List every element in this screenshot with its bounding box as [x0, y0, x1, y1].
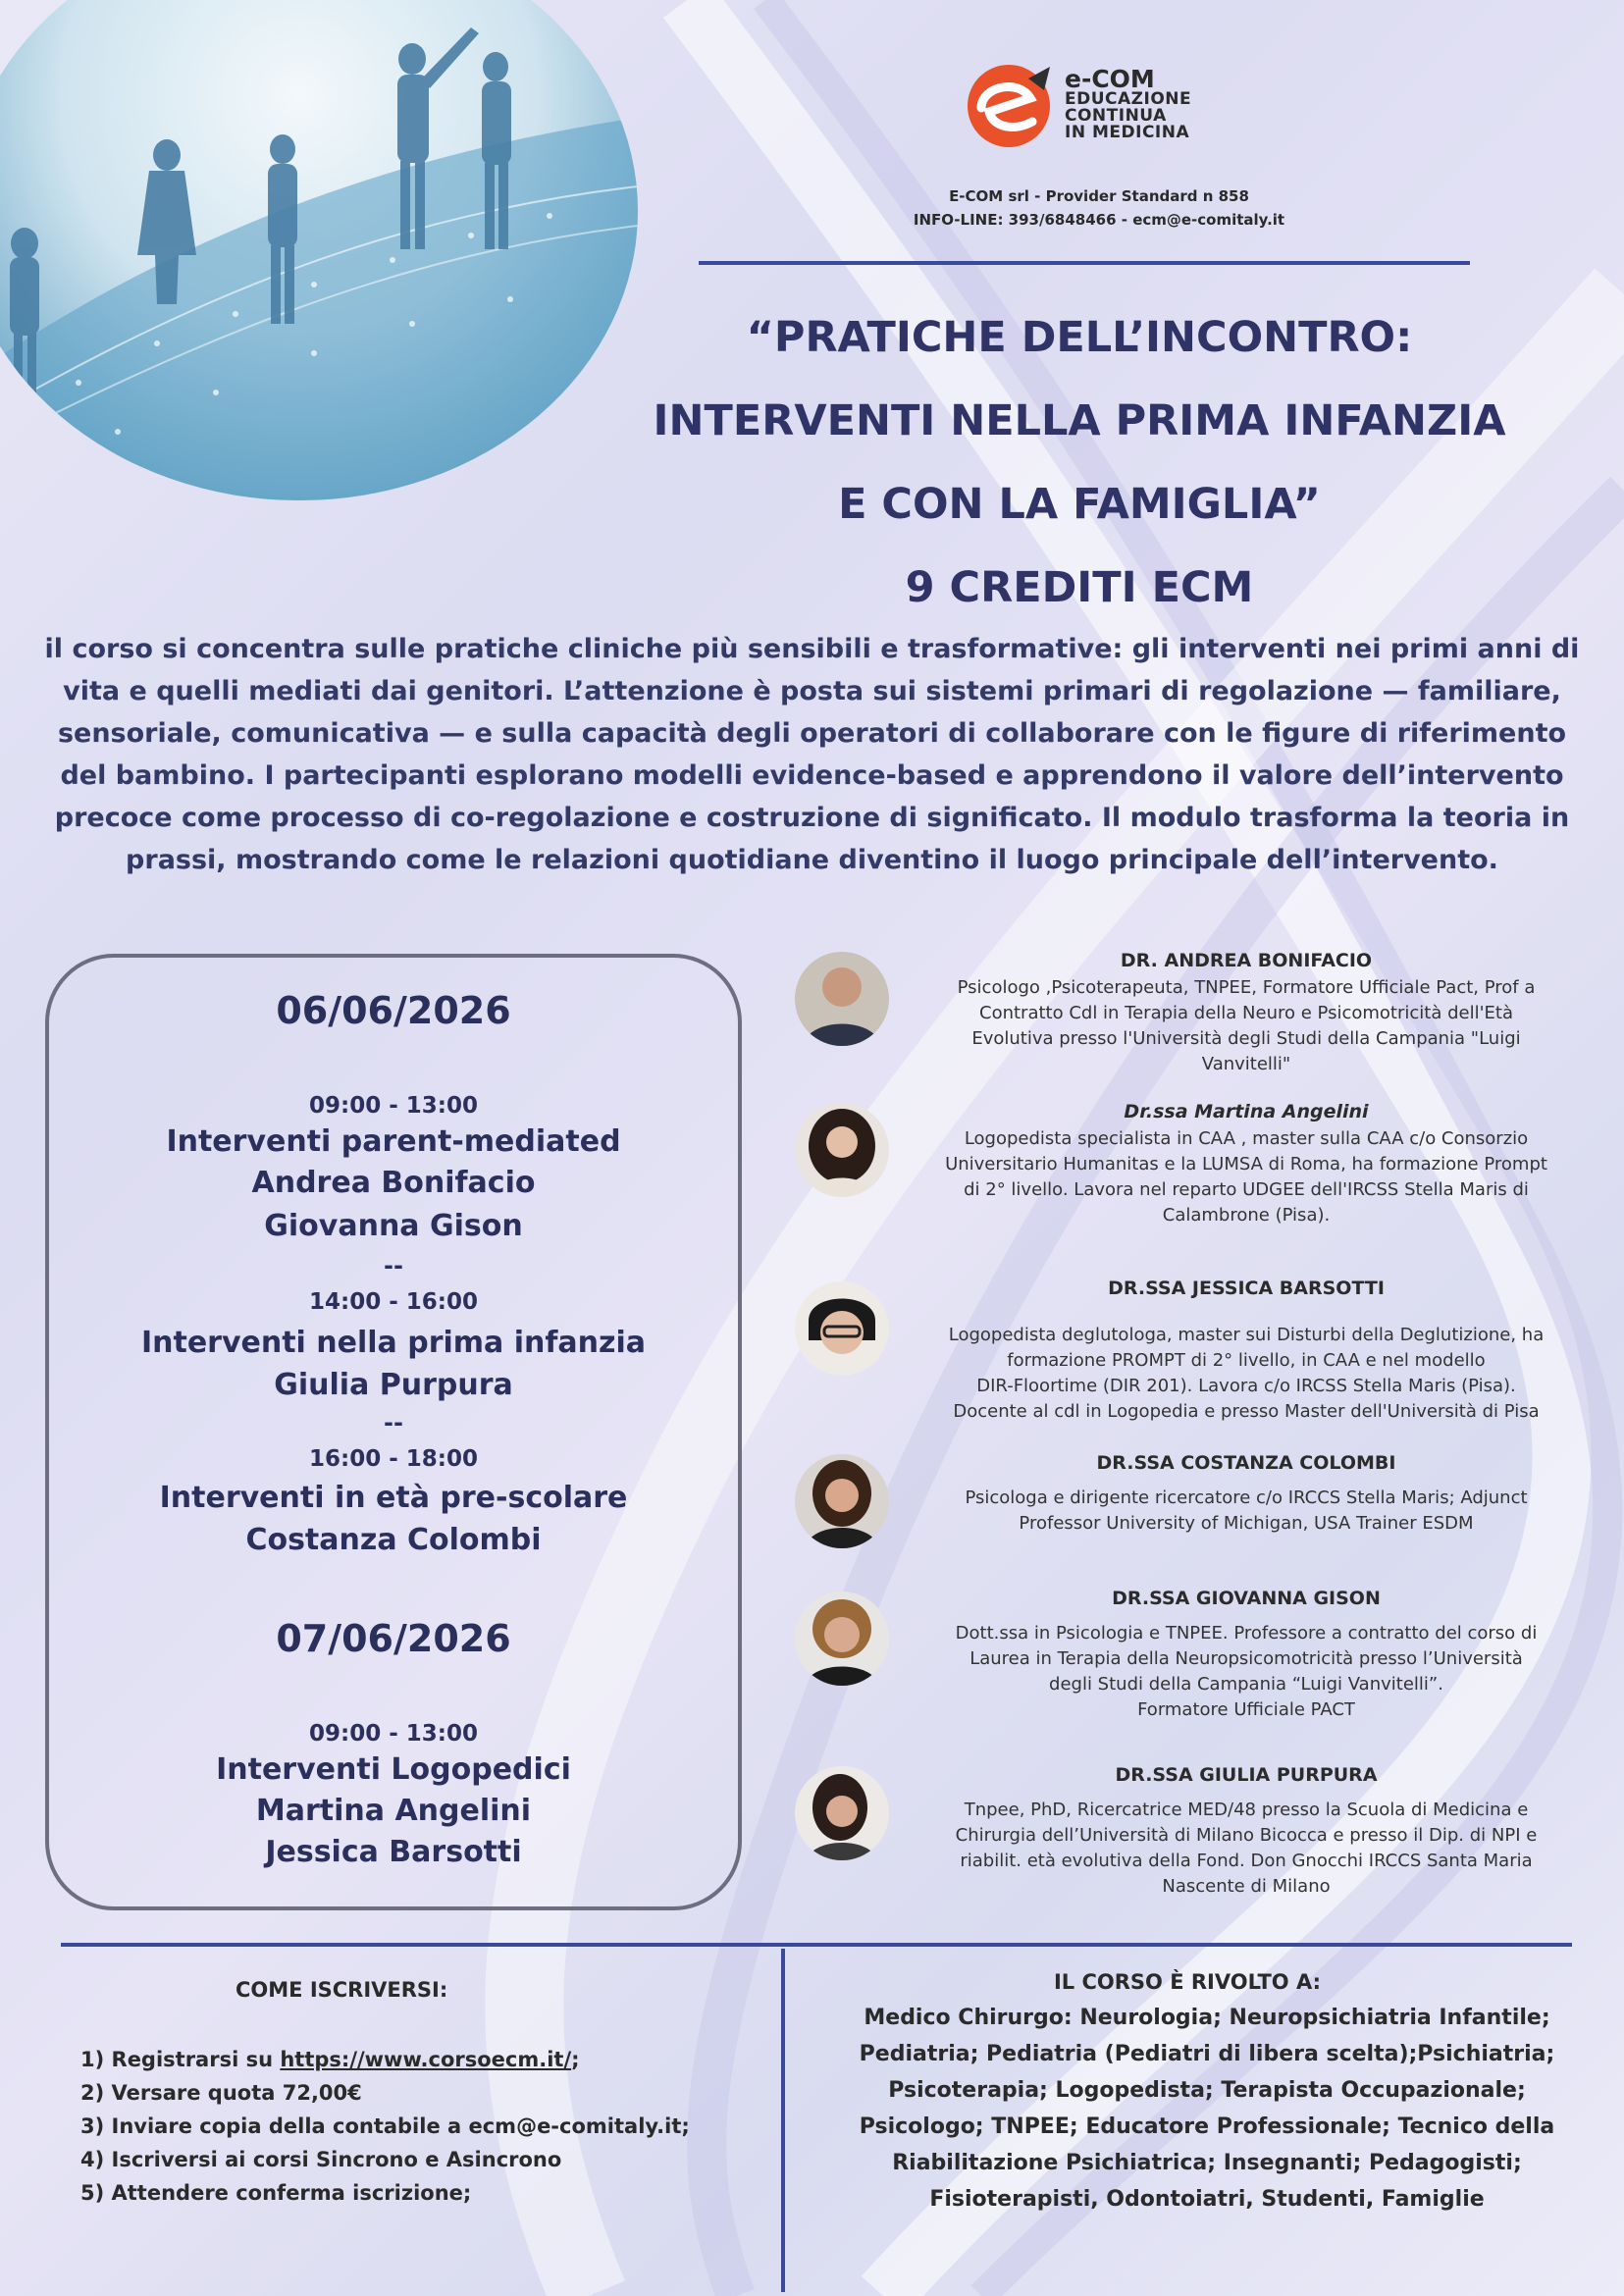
speaker-name: DR.SSA JESSICA BARSOTTI — [1108, 1278, 1385, 1299]
hero-image — [0, 0, 638, 500]
bio-line: Logopedista specialista in CAA , master sulla CAA c/o Consorzio — [964, 1128, 1529, 1149]
step-1-prefix: 1) Registrarsi su — [80, 2048, 281, 2071]
avatar — [795, 1454, 889, 1548]
title-line-3: E CON LA FAMIGLIA” — [838, 480, 1321, 529]
logo-line2: CONTINUA — [1065, 106, 1167, 126]
bio-line: Nascente di Milano — [1162, 1876, 1331, 1897]
bio-line: Logopedista deglutologa, master sui Disturbi della Deglutizione, ha — [948, 1325, 1545, 1345]
speaker-name: Dr.ssa Martina Angelini — [1124, 1101, 1369, 1122]
separator: -- — [384, 1409, 403, 1436]
bio-line: Chirurgia dell’Università di Milano Bicocca e presso il Dip. di NPI e — [955, 1825, 1538, 1846]
step-4: 4) Iscriversi ai corsi Sincrono e Asincrono — [80, 2148, 562, 2171]
bio-line: Psicologa e dirigente ricercatore c/o IRCCS Stella Maris; Adjunct — [965, 1487, 1528, 1508]
session-2-speaker-1: Giulia Purpura — [274, 1368, 513, 1402]
session-2-time: 14:00 - 16:00 — [309, 1289, 478, 1315]
avatar — [795, 1592, 889, 1686]
provider-line: E-COM srl - Provider Standard n 858 — [949, 187, 1249, 205]
speaker-bio — [893, 1486, 1599, 1537]
avatar — [795, 1766, 889, 1860]
session-1-time: 09:00 - 13:00 — [309, 1093, 478, 1119]
registration-link[interactable]: https://www.corsoecm.it/ — [280, 2048, 572, 2071]
speaker-bio — [893, 1621, 1599, 1723]
speaker-name: DR.SSA COSTANZA COLOMBI — [1096, 1452, 1396, 1474]
bio-line: Vanvitelli" — [1201, 1054, 1291, 1074]
logo-text — [1065, 67, 1191, 141]
speaker-bio — [893, 1323, 1599, 1425]
bio-line: Tnpee, PhD, Ricercatrice MED/48 presso la Scuola di Medicina e — [964, 1800, 1529, 1820]
course-description: il corso si concentra sulle pratiche cliniche più sensibili e trasformative: gli interventi nei primi anni di vita e quelli mediati dai genitori. L’attenzione è posta sui sistemi primari di regolazione — familiare, sensoriale, comunicativa — e sulla capacità degli operatori di collaborare con le figure di riferimento del bambino. I partecipanti esplorano modelli evidence-based e apprendono il valore dell’intervento precoce come processo di co-regolazione e costruzione di significato. Il modulo trasforma la teoria in prassi, mostrando come le relazioni quotidiane diventino il luogo principale dell’intervento. — [44, 634, 1580, 875]
provider-info — [883, 184, 1315, 232]
bio-line: di 2° livello. Lavora nel reparto UDGEE dell'IRCSS Stella Maris di — [964, 1179, 1529, 1200]
speaker-bio — [893, 1126, 1599, 1228]
avatar — [795, 1103, 889, 1197]
speaker-bio — [893, 975, 1599, 1077]
step-1-suffix: ; — [571, 2048, 580, 2071]
speaker-name: DR. ANDREA BONIFACIO — [1120, 950, 1373, 971]
bio-line: formazione PROMPT di 2° livello, in CAA e nel modello — [1007, 1350, 1486, 1371]
bio-line: Psicologo ,Psicoterapeuta, TNPEE, Formatore Ufficiale Pact, Prof a — [957, 977, 1536, 998]
speaker-bio — [893, 1798, 1599, 1900]
infoline: INFO-LINE: 393/6848466 - ecm@e-comitaly.it — [913, 211, 1285, 229]
session-4-title: Interventi Logopedici — [216, 1752, 571, 1787]
speaker-name: DR.SSA GIULIA PURPURA — [1115, 1764, 1378, 1786]
schedule-box — [45, 954, 742, 1910]
bio-line: Formatore Ufficiale PACT — [1137, 1699, 1355, 1720]
session-1-speaker-1: Andrea Bonifacio — [251, 1166, 536, 1200]
logo-line1: EDUCAZIONE — [1065, 89, 1192, 109]
bio-line: Dott.ssa in Psicologia e TNPEE. Professore a contratto del corso di — [955, 1623, 1538, 1644]
course-title — [550, 296, 1609, 630]
step-2: 2) Versare quota 72,00€ — [80, 2081, 362, 2105]
session-1-speaker-2: Giovanna Gison — [264, 1209, 523, 1243]
column-divider — [781, 1949, 785, 2292]
title-line-2: INTERVENTI NELLA PRIMA INFANZIA — [653, 396, 1506, 445]
bio-line: Contratto Cdl in Terapia della Neuro e Psicomotricità dell'Età — [979, 1003, 1513, 1023]
bio-line: Laurea in Terapia della Neuropsicomotricità presso l’Università — [969, 1648, 1523, 1669]
session-3-time: 16:00 - 18:00 — [309, 1446, 478, 1472]
avatar — [795, 1281, 889, 1376]
step-3: 3) Inviare copia della contabile a ecm@e-comitaly.it; — [80, 2114, 690, 2138]
step-5: 5) Attendere conferma iscrizione; — [80, 2181, 472, 2205]
bio-line: Professor University of Michigan, USA Trainer ESDM — [1019, 1513, 1474, 1534]
session-4-speaker-1: Martina Angelini — [255, 1794, 532, 1828]
session-1-title: Interventi parent-mediated — [166, 1124, 621, 1159]
session-3-speaker-1: Costanza Colombi — [245, 1523, 542, 1557]
speaker-name: DR.SSA GIOVANNA GISON — [1112, 1588, 1381, 1609]
title-line-1: “PRATICHE DELL’INCONTRO: — [746, 313, 1413, 362]
session-2-title: Interventi nella prima infanzia — [140, 1326, 647, 1360]
bio-line: DIR-Floortime (DIR 201). Lavora c/o IRCSS Stella Maris (Pisa). — [976, 1376, 1516, 1396]
bio-line: Evolutiva presso l'Università degli Studi della Campania "Luigi — [971, 1028, 1521, 1049]
bio-line: Calambrone (Pisa). — [1162, 1205, 1331, 1226]
date-day-2: 07/06/2026 — [276, 1617, 511, 1660]
logo-line3: IN MEDICINA — [1065, 123, 1190, 142]
bottom-divider — [61, 1943, 1572, 1947]
session-4-time: 09:00 - 13:00 — [309, 1721, 478, 1747]
bio-line: degli Studi della Campania “Luigi Vanvitelli”. — [1049, 1674, 1443, 1695]
bio-line: Docente al cdl in Logopedia e presso Master dell'Università di Pisa — [953, 1401, 1540, 1422]
target-title: IL CORSO È RIVOLTO A: — [1053, 1970, 1322, 1994]
date-day-1: 06/06/2026 — [276, 989, 511, 1032]
logo-brand: e-COM — [1065, 65, 1155, 93]
bio-line: riabilit. età evolutiva della Fond. Don Gnocchi IRCCS Santa Maria — [960, 1851, 1533, 1871]
bio-line: Universitario Humanitas e la LUMSA di Roma, ha formazione Prompt — [945, 1154, 1547, 1174]
session-3-title: Interventi in età pre-scolare — [159, 1481, 628, 1515]
separator: -- — [384, 1252, 403, 1279]
howto-title: COME ISCRIVERSI: — [236, 1978, 448, 2002]
howto-steps — [80, 2043, 690, 2210]
target-audience: Medico Chirurgo: Neurologia; Neuropsichiatria Infantile; Pediatria; Pediatria (Pediatri di libera scelta);Psichiatria; Psicoterapia; Logopedista; Terapista Occupazionale; Psicologo; TNPEE; Educatore Professionale; Tecnico della Riabilitazione Psichiatrica; Insegnanti; Pedagogisti; Fisioterapisti, Odontoiatri, Studenti, Famiglie — [859, 2006, 1555, 2212]
title-credits: 9 CREDITI ECM — [905, 563, 1254, 612]
avatar — [795, 952, 889, 1046]
top-divider — [699, 261, 1470, 265]
step-1 — [80, 2043, 690, 2076]
session-4-speaker-2: Jessica Barsotti — [265, 1835, 522, 1869]
